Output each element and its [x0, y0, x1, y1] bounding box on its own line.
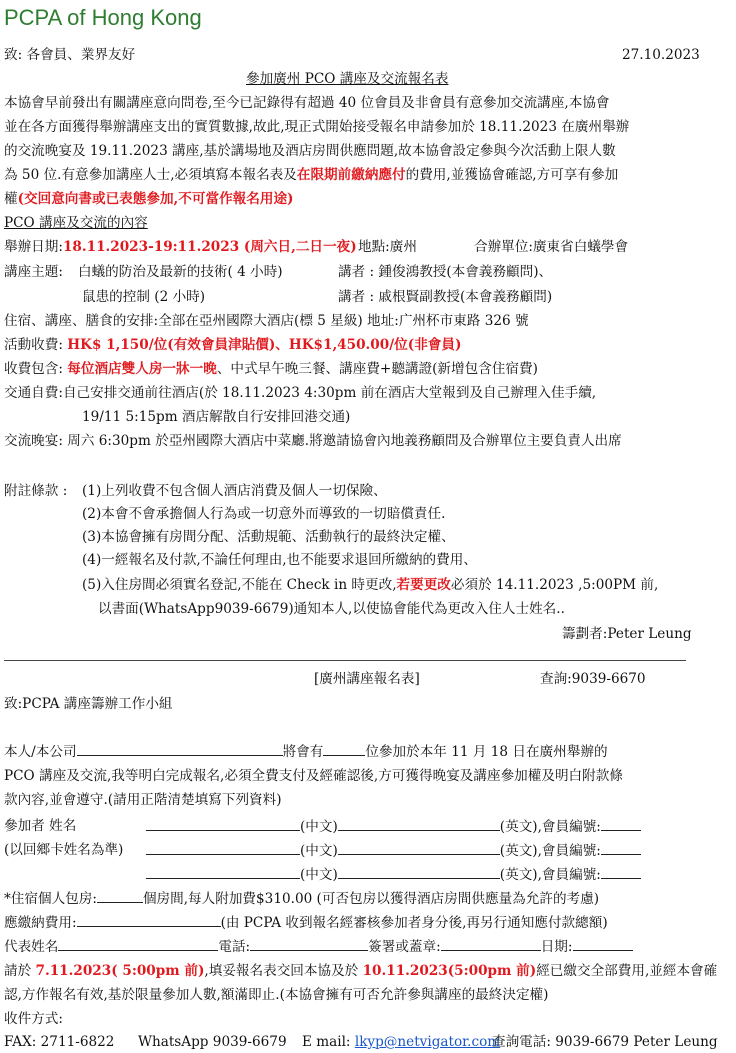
- form-deadline: 7.11.2023( 5:00pm 前): [35, 963, 205, 979]
- email-row: E mail: lkyp@netvigator.com: [302, 1034, 501, 1050]
- phone-field[interactable]: [250, 937, 368, 951]
- room-row: *住宿個人包房: 個房間,每人附加費$310.00 (可否包房以獲得酒店房間供應量為允許的考慮): [4, 891, 600, 907]
- representative-row: 代表姓名 電話: 簽署或蓋章: 日期:: [4, 937, 633, 956]
- intro-line-2: 並在各方面獲得舉辦講座支出的實質數據,故此,現正式開始接受報名申請參加於 18.11.2023 在廣州舉辦: [4, 119, 630, 135]
- intro-line-5: 權(交回意向書或已表態參加,不可當作報名用途): [4, 191, 294, 207]
- topic-2: 鼠患的控制 (2 小時): [82, 289, 206, 305]
- speaker-1: 講者 : 鍾俊鴻教授(本會義務顧問)、: [338, 264, 553, 280]
- declaration-line-1: 本人/本公司 將會有 位參加於本年 11 月 18 日在廣州舉辦的: [4, 744, 608, 760]
- email-link[interactable]: lkyp@netvigator.com: [354, 1034, 501, 1050]
- issue-date: 27.10.2023: [622, 47, 700, 63]
- term-4: (4)一經報名及付款,不論任何理由,也不能要求退回所繳納的費用、: [82, 552, 477, 568]
- english-name-field-3[interactable]: [338, 865, 500, 879]
- chinese-name-field-1[interactable]: [146, 817, 300, 831]
- event-date-row: 舉辦日期:18.11.2023-19:11.2023 (周六日,二日一夜): [4, 239, 357, 255]
- intro-line-4: 為 50 位.有意參加講座人士,必須填寫本報名表及在限期前繳納應付的費用,並獲協會確認,方可享有參加: [4, 167, 619, 183]
- payable-row: 應繳納費用: (由 PCPA 收到報名經審核參加者身分後,再另行通知應付款總額): [4, 915, 608, 931]
- speaker-2: 講者 : 戚根賢副教授(本會義務顧問): [338, 289, 553, 305]
- term-3: (3)本協會擁有房間分配、活動規範、活動執行的最終決定權、: [82, 529, 455, 545]
- date-field[interactable]: [573, 937, 633, 951]
- event-venue: 地點:廣州: [358, 239, 417, 255]
- deadline-line-1: 請於 7.11.2023( 5:00pm 前),填妥報名表交回本協及於 10.11.2023(5:00pm 前)經已繳交全部費用,並經本會確: [4, 963, 718, 979]
- term-5-continued: 以書面(WhatsApp9039-6679)通知本人,以使協會能代為更改入住人士姓名..: [98, 601, 565, 617]
- payment-deadline-highlight: 在限期前繳納應付: [296, 167, 406, 183]
- english-name-field-1[interactable]: [338, 817, 500, 831]
- whatsapp-number: WhatsApp 9039-6679: [138, 1034, 287, 1050]
- member-no-field-2[interactable]: [601, 841, 641, 855]
- transport-line-2: 19/11 5:15pm 酒店解散自行安排回港交通): [82, 409, 351, 425]
- participant-count-field[interactable]: [323, 742, 365, 756]
- chinese-name-field-3[interactable]: [146, 865, 300, 879]
- dinner-info: 交流晚宴: 周六 6:30pm 於亞州國際大酒店中菜廳.將邀請協會內地義務顧問及合辦單位主要負責人出席: [4, 433, 622, 449]
- event-date: 18.11.2023-19:11.2023 (周六日,二日一夜): [62, 239, 357, 255]
- accommodation: 住宿、講座、膳食的安排:全部在亞州國際大酒店(標 5 星級) 地址:广州杯市東路 326 號: [4, 313, 529, 329]
- fee-includes-row: 收費包含: 每位酒店雙人房一牀一晚、中式早午晚三餐、講座費+聽講證(新增包含住宿費): [4, 361, 538, 377]
- participant-label: 參加者 姓名: [4, 818, 77, 834]
- chinese-name-field-2[interactable]: [146, 841, 300, 855]
- deadline-line-2: 認,方作報名有效,基於限量參加人數,額滿即止.(本協會擁有可否允許參與講座的最終決定權): [4, 987, 549, 1003]
- recipients: 致: 各會員、業界友好: [4, 47, 136, 63]
- intro-line-1: 本協會早前發出有關講座意向問卷,至今已記錄得有超過 40 位會員及非會員有意參加交流講座,本協會: [4, 95, 610, 111]
- participant-row-3: (中文) (英文),會員編號:: [146, 865, 641, 884]
- signature-field[interactable]: [441, 937, 541, 951]
- divider: [4, 660, 686, 661]
- fee-row: 活動收費: HK$ 1,150/位(有效會員津貼價)、HK$1,450.00/位(非會員): [4, 337, 462, 353]
- payable-amount-field[interactable]: [77, 913, 221, 927]
- terms-label: 附註條款 :: [4, 483, 68, 499]
- change-highlight: 若要更改: [396, 577, 451, 593]
- room-count-field[interactable]: [97, 889, 143, 903]
- payment-deadline: 10.11.2023(5:00pm 前): [362, 963, 537, 979]
- idcard-label: (以回鄉卡姓名為準): [4, 842, 124, 858]
- company-name-field[interactable]: [77, 742, 283, 756]
- term-5: (5)入住房間必須實名登記,不能在 Check in 時更改,若要更改必須於 14.11.2023 ,5:00PM 前,: [82, 577, 659, 593]
- rep-name-field[interactable]: [58, 937, 218, 951]
- declaration-line-3: 款內容,並會遵守.(請用正階清楚填寫下列資料): [4, 792, 282, 808]
- room-highlight: 每位酒店雙人房一牀一晚: [67, 361, 217, 377]
- co-organizer: 合辦單位:廣東省白蟻學會: [474, 239, 629, 255]
- topic-label: 講座主題:: [4, 264, 63, 280]
- member-no-field-1[interactable]: [601, 817, 641, 831]
- topic-1: 白蟻的防治及最新的技術( 4 小時): [78, 264, 283, 280]
- section-title: PCO 講座及交流的內容: [4, 215, 148, 231]
- planner: 籌劃者:Peter Leung: [562, 626, 692, 642]
- fee-value: HK$ 1,150/位(有效會員津貼價)、HK$1,450.00/位(非會員): [67, 337, 462, 353]
- registration-note: (交回意向書或已表態參加,不可當作報名用途): [17, 191, 294, 207]
- term-1: (1)上列收費不包含個人酒店消費及個人一切保險、: [82, 483, 387, 499]
- form-recipient: 致:PCPA 講座籌辦工作小組: [4, 696, 173, 712]
- form-enquiry: 查詢:9039-6670: [540, 671, 646, 687]
- enquiry-phone: 查詢電話: 9039-6679 Peter Leung: [492, 1034, 718, 1050]
- org-title: PCPA of Hong Kong: [4, 5, 202, 30]
- document-title: 參加廣州 PCO 講座及交流報名表: [246, 71, 449, 87]
- member-no-field-3[interactable]: [601, 865, 641, 879]
- form-title: [廣州講座報名表]: [314, 671, 420, 687]
- participant-row-2: (中文) (英文),會員編號:: [146, 841, 641, 860]
- term-2: (2)本會不會承擔個人行為或一切意外而導致的一切賠償責任.: [82, 506, 446, 522]
- intro-line-3: 的交流晚宴及 19.11.2023 講座,基於講場地及酒店房間供應問題,故本協會設定參與今次活動上限人數: [4, 143, 616, 159]
- return-method: 收件方式:: [4, 1011, 63, 1027]
- transport-line-1: 交通自費:自己安排交通前往酒店(於 18.11.2023 4:30pm 前在酒店大堂報到及自己辦理入佳手續,: [4, 385, 597, 401]
- fax-number: FAX: 2711-6822: [4, 1034, 115, 1050]
- declaration-line-2: PCO 講座及交流,我等明白完成報名,必須全費支付及經確認後,方可獲得晚宴及講座參加權及明白附款條: [4, 768, 623, 784]
- participant-row-1: (中文) (英文),會員編號:: [146, 817, 641, 836]
- english-name-field-2[interactable]: [338, 841, 500, 855]
